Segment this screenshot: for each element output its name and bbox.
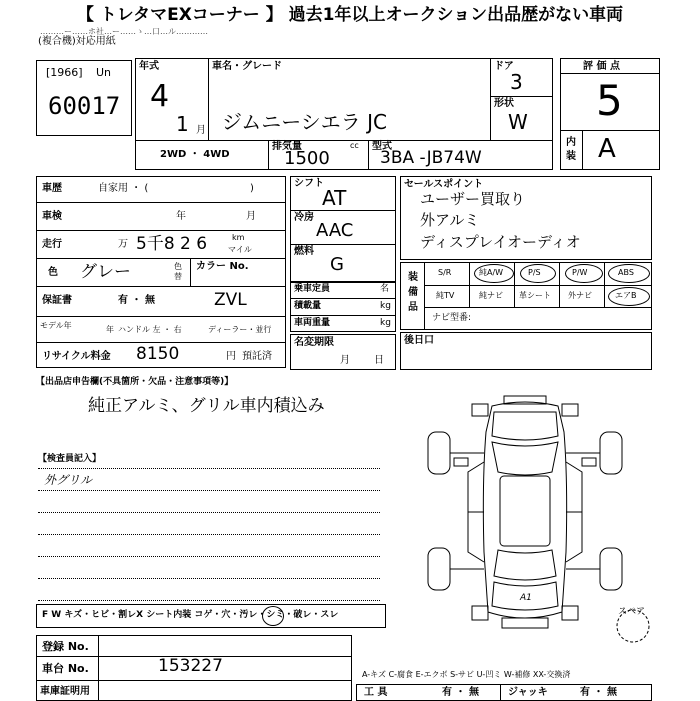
hw-color: グレー (80, 262, 131, 282)
equipment-label: 装備品 (408, 272, 418, 313)
equip-sr: S/R (438, 268, 452, 277)
tools-value: 有 ・ 無 (442, 687, 479, 698)
door-label: ドア (494, 61, 514, 72)
man-label: 万 (118, 239, 128, 250)
shift-label: シフト (294, 178, 324, 189)
mileage-label: 走行 (42, 239, 62, 250)
warranty-label: 保証書 (42, 295, 72, 306)
hw-ac: AAC (316, 220, 354, 241)
hw-month: 1 (176, 112, 189, 136)
inspector-label: 【検査員記入】 (38, 454, 102, 464)
hw-color-no: ZVL (214, 290, 247, 310)
inspection-month: 月 (246, 211, 256, 222)
equip-aftermarket-nav: 外ナビ (568, 291, 592, 300)
equip-oem-nav: 純ナビ (479, 291, 503, 300)
circle-stain (262, 606, 284, 626)
history-grid (36, 176, 286, 368)
yen-label: 円 (226, 351, 236, 362)
lot-tag: [1966] (46, 66, 83, 79)
hw-door: 3 (510, 70, 523, 94)
interior-label: 内装 (566, 137, 576, 162)
hw-mileage: 5千8 2 6 (136, 234, 208, 254)
hw-fuel: G (330, 254, 344, 275)
name-grade-label: 車名・グレード (212, 61, 282, 72)
shape-label: 形状 (494, 98, 514, 109)
load-label: 積載量 (294, 301, 322, 311)
history-value: 自家用 ・ ( (98, 183, 149, 194)
year-label: 年式 (139, 61, 159, 72)
hw-displacement: 1500 (284, 148, 330, 169)
recycle-label: リサイクル料金 (42, 351, 111, 362)
condition-legend: A-キズ C-腐食 E-エクボ S-サビ U-凹ミ W-補修 XX-交換済 (362, 670, 571, 679)
nav-model-label: ナビ型番: (432, 313, 472, 323)
seller-report-label: 【出品店申告欄(不具箇所・欠品・注意事項等)】 (36, 377, 234, 387)
weight-kg-label: kg (380, 318, 391, 328)
equip-power-steering: P/S (528, 268, 541, 277)
hw-car-name: ジムニーシエラ JC (222, 110, 388, 134)
people-label: 名 (380, 284, 390, 294)
equip-leather-seat: 革シート (519, 291, 551, 300)
year-unit-label: 年 (106, 325, 114, 334)
score-label: 評 価 点 (583, 61, 620, 72)
circle-power-steering (520, 264, 556, 283)
equip-power-window: P/W (572, 268, 588, 277)
cert-label: 車庫証明用 (40, 686, 90, 697)
hw-sales-point-1: ユーザー買取り (420, 190, 526, 208)
equip-alloy-wheel: 純A/W (479, 268, 504, 277)
chassis-no-label: 車台 No. (42, 662, 89, 675)
hw-diagram-note: A1 (520, 593, 532, 603)
history-close: ) (250, 183, 254, 194)
inspection-label: 車検 (42, 211, 62, 222)
jack-label: ジャッキ (508, 687, 548, 698)
jack-value: 有 ・ 無 (580, 687, 617, 698)
deadline-day: 日 (374, 355, 384, 366)
deposited-label: 預託済 (242, 351, 272, 362)
hw-shift: AT (322, 186, 347, 210)
form-header-cut: ………ー……ホ社…ー……ゝ…口…ル………… (40, 27, 208, 36)
weight-label: 車両重量 (294, 318, 331, 328)
circle-abs (608, 264, 650, 283)
hw-year: 4 (150, 79, 170, 114)
hw-inspector-note: 外グリル (44, 473, 93, 487)
circle-power-window (565, 264, 603, 283)
hw-model: 3BA -JB74W (380, 148, 482, 168)
title-change-label: 名変期限 (294, 337, 334, 348)
ac-label: 冷房 (294, 212, 314, 223)
after-fit-box (400, 332, 652, 370)
spare-label: スペア (618, 607, 646, 617)
equip-tv: 純TV (436, 291, 455, 300)
hw-recycle: 8150 (136, 344, 180, 364)
lot-tag-suffix: Un (96, 66, 112, 79)
color-change-label: 色替 (174, 262, 182, 281)
warranty-value: 有 ・ 無 (118, 295, 155, 306)
hw-seller-report: 純正アルミ、グリル車内積込み (88, 396, 325, 416)
color-no-label: カラー No. (196, 261, 249, 272)
cc-label: cc (350, 141, 359, 150)
model-label: 型式 (372, 141, 392, 152)
inspection-year: 年 (176, 211, 186, 222)
deadline-month: 月 (340, 355, 350, 366)
drive-label: 2WD ・ 4WD (160, 149, 230, 160)
model-year-label: モデル年 (40, 321, 72, 330)
mile-label: マイル (228, 245, 252, 254)
capacity-label: 乗車定員 (294, 284, 331, 294)
hw-sales-point-3: ディスプレイオーディオ (420, 233, 581, 251)
dealer-label: ディーラー・並行 (208, 325, 272, 334)
displacement-label: 排気量 (272, 141, 302, 152)
sales-point-label: セールスポイント (404, 179, 484, 190)
circle-alloy-wheel (474, 264, 514, 283)
color-label: 色 (48, 267, 58, 278)
hw-interior: A (598, 134, 616, 164)
fuel-label: 燃料 (294, 246, 314, 257)
tools-label: 工 具 (364, 687, 388, 698)
km-label: km (232, 233, 245, 242)
reg-no-label: 登録 No. (42, 640, 89, 653)
damage-legend-text: F W キズ・ヒビ・割レX シート内装 コゲ・穴・汚レ・シミ・破レ・スレ (42, 610, 339, 620)
equip-airbag: エアB (615, 291, 637, 300)
equip-abs: ABS (618, 268, 634, 277)
hw-score: 5 (596, 76, 623, 125)
month-label: 月 (196, 125, 206, 136)
form-subtitle: (複合機)対応用紙 (38, 36, 116, 47)
circle-airbag (608, 287, 650, 306)
hw-chassis-no: 153227 (158, 656, 223, 676)
handle-label: ハンドル 左 ・ 右 (118, 325, 182, 334)
history-label: 車歴 (42, 183, 62, 194)
load-kg-label: kg (380, 301, 391, 311)
banner-title: 【 トレタマEXコーナー 】 過去1年以上オークション出品歴がない車両 (0, 0, 700, 30)
after-fit-label: 後日口 (404, 335, 434, 346)
hw-shape: W (508, 110, 528, 134)
lot-number: 60017 (48, 92, 121, 120)
hw-sales-point-2: 外アルミ (420, 211, 480, 229)
